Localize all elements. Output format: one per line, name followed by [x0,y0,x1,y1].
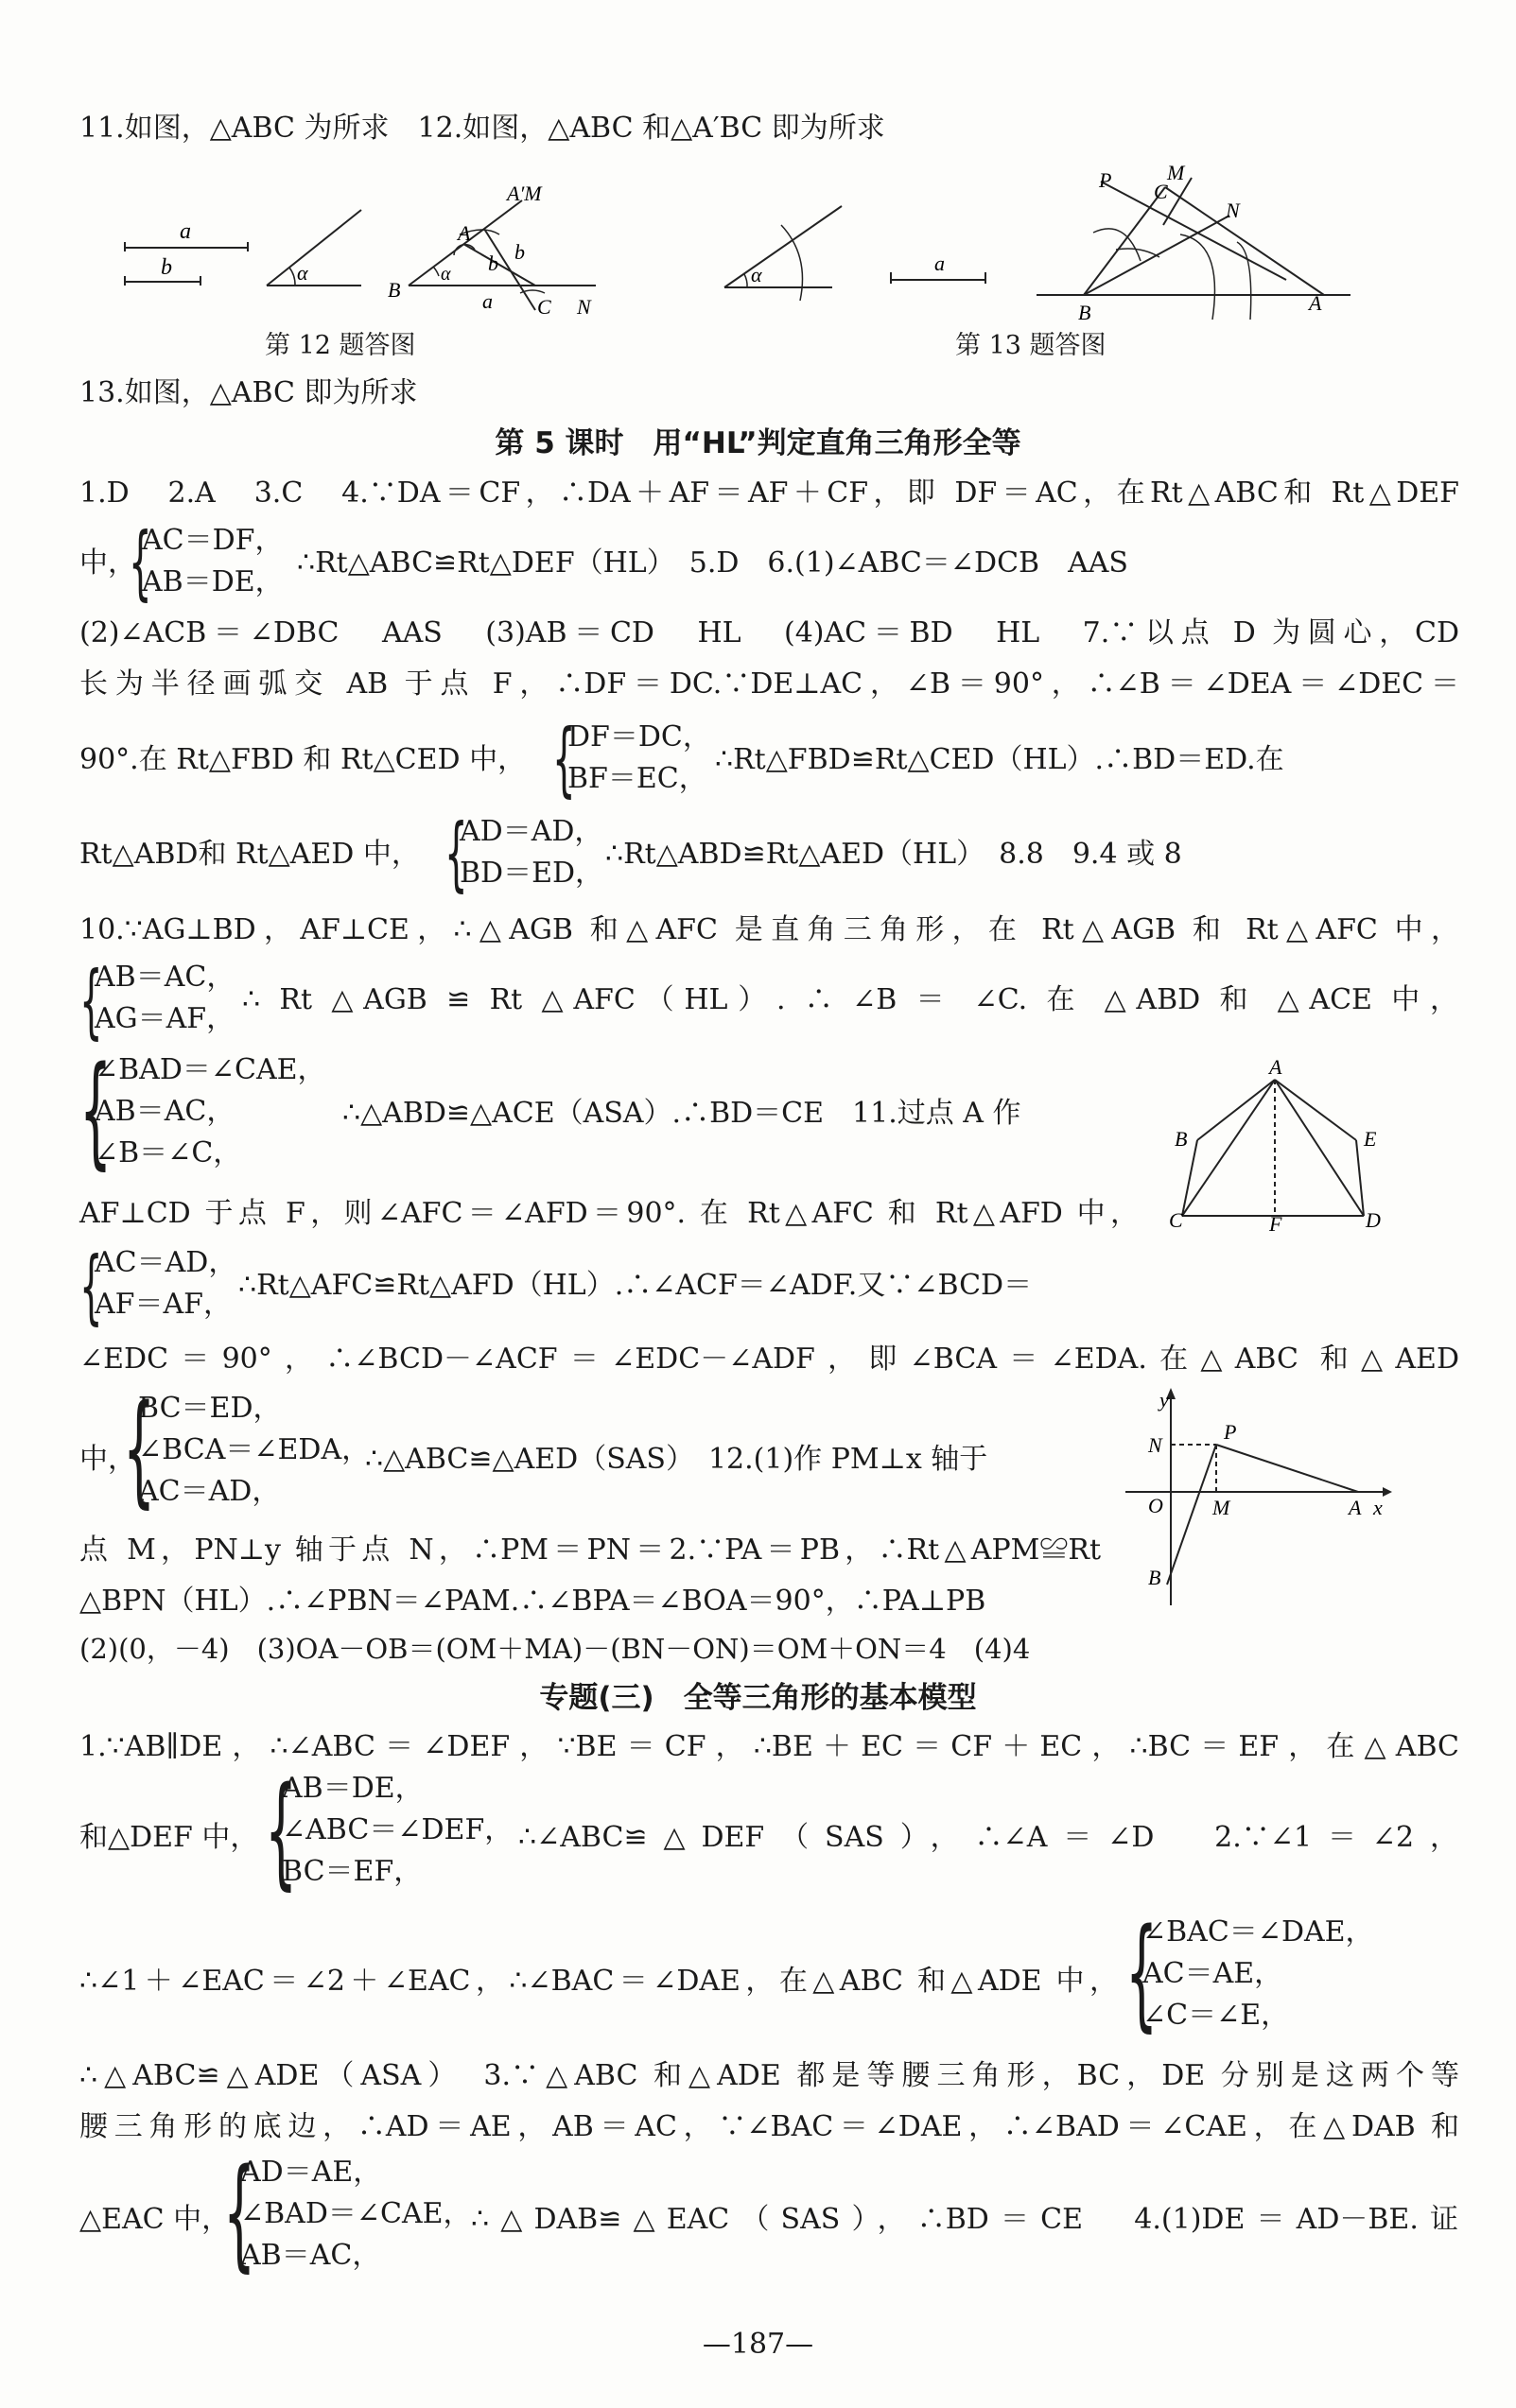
brace: { [79,954,103,1048]
system [138,1388,370,1513]
label-C: C [537,295,551,319]
label-M2: M [1212,1496,1230,1519]
eq: ∠BAD＝∠CAE， [240,2197,472,2230]
eq: BC＝EF， [282,1855,423,1888]
label-y: y [1159,1388,1169,1412]
eq: ∠BCA＝∠EDA， [138,1433,371,1466]
eq: ∠ABC＝∠DEF， [282,1813,514,1846]
eq: ∠B＝∠C， [95,1136,242,1169]
eq: AD＝AD， [460,815,603,848]
brace: { [223,2143,256,2284]
s5-line-5-pre: 90°.在 Rt△FBD 和 Rt△CED 中， [79,743,527,776]
label-a2: a [482,289,493,313]
z-line-6-post: ∴△DAB≌△EAC（SAS），∴BD＝CE 4.(1)DE＝AD－BE.证 [471,2203,1458,2236]
label-b2: b [514,240,525,264]
s5-line-12: ∠EDC＝90°，∴∠BCD－∠ACF＝∠EDC－∠ADF，即∠BCA＝∠EDA.在△ABC 和△AED [79,1343,1459,1376]
eq: AB＝AC， [95,961,235,994]
eq: ∠C＝∠E， [1142,1999,1290,2032]
brace: { [129,515,152,610]
eq: AC＝AD， [138,1475,281,1508]
system [1142,1912,1374,2036]
system [95,1049,326,1174]
system [240,2152,472,2277]
eq: AB＝AC， [95,1095,235,1128]
eq: ∠BAC＝∠DAE， [1142,1915,1374,1949]
eq: AF＝AF， [95,1288,232,1321]
eq: AB＝AC， [240,2239,381,2272]
eq: BD＝ED， [460,857,604,890]
eq: BC＝ED， [138,1392,282,1425]
label-B4: B [1148,1566,1161,1589]
label-alpha: α [297,261,308,285]
system [460,811,603,894]
figure-13 [719,159,1362,329]
figure-q11 [1169,1057,1392,1231]
label-P2: P [1224,1420,1237,1444]
brace: { [552,712,576,806]
label-alpha2: α [441,264,451,285]
figure-12-caption: 第 12 题答图 [265,331,416,360]
eq: AG＝AF， [95,1002,235,1035]
section-title-topic3: 专题(三) 全等三角形的基本模型 [539,1681,977,1715]
z-line-4: ∴△ABC≌△ADE（ASA） 3.∵△ABC 和△ADE 都是等腰三角形，BC，DE 分别是这两个等 [79,2059,1459,2092]
system [95,957,235,1040]
s5-line-15: △BPN（HL）.∴∠PBN＝∠PAM.∴∠BPA＝∠BOA＝90°，∴PA⊥PB [79,1585,986,1618]
brace: { [79,1041,113,1182]
s5-line-6-pre: Rt△ABD和 Rt△AED 中， [79,838,420,871]
label-A4: A [1349,1496,1362,1519]
z-line-6-pre: △EAC 中， [79,2203,231,2236]
s5-line-10: AF⊥CD 于点 F，则∠AFC＝∠AFD＝90°. 在 Rt△AFC 和 Rt△AFD 中， [79,1197,1139,1230]
figure-12 [113,180,605,331]
label-alpha3: α [751,263,762,286]
s5-line-8-post: ∴ Rt △AGB ≌ Rt △AFC（HL）. ∴ ∠B ＝ ∠C. 在 △ABD 和 △ACE 中， [242,983,1458,1016]
eq: ∠BAD＝∠CAE， [95,1053,326,1086]
label-A: A [458,221,471,245]
label-C3: C [1169,1208,1183,1231]
label-D: D [1366,1208,1381,1231]
eq: AB＝DE， [142,565,284,598]
s5-line-13-pre: 中， [79,1443,136,1476]
eq: AB＝DE， [282,1772,424,1805]
s5-line-7: 10.∵AG⊥BD，AF⊥CE，∴△AGB 和△AFC 是直角三角形，在 Rt△AGB 和 Rt△AFC 中， [79,913,1459,946]
label-A2: A [1309,291,1322,315]
label-B2: B [1078,301,1091,324]
system [567,717,711,800]
s5-line-13-post: ∴△ABC≌△AED（SAS） 12.(1)作 PM⊥x 轴于 [365,1443,988,1476]
figure-q12 [1125,1386,1392,1605]
brace: { [444,806,468,901]
label-E: E [1364,1127,1377,1151]
eq: AD＝AE， [240,2156,382,2189]
s5-line-1: 1.D 2.A 3.C 4.∵DA＝CF，∴DA＋AF＝AF＋CF，即 DF＝AC，在Rt△ABC和 Rt△DEF [79,476,1459,510]
s5-line-11-post: ∴Rt△AFC≌Rt△AFD（HL）.∴∠ACF＝∠ADF.又∵∠BCD＝ [238,1269,1033,1302]
system [142,520,284,603]
answer-line-11-12: 11.如图，△ABC 为所求 12.如图，△ABC 和△A′BC 即为所求 [79,112,885,145]
label-C2: C [1154,180,1168,203]
brace: { [79,1239,103,1334]
label-B: B [388,278,401,302]
label-O: O [1148,1494,1163,1517]
figure-13-caption: 第 13 题答图 [955,331,1107,360]
label-A3: A [1269,1057,1282,1079]
label-P: P [1099,168,1112,192]
brace: { [123,1379,156,1520]
s5-line-14: 点 M，PN⊥y 轴于点 N，∴PM＝PN＝2.∵PA＝PB，∴Rt△APM≌Rt [79,1533,1101,1567]
label-a: a [180,219,191,244]
s5-line-9-post: ∴△ABD≌△ACE（ASA）.∴BD＝CE 11.过点 A 作 [342,1097,1021,1130]
brace: { [1125,1903,1159,2044]
system [282,1768,513,1893]
z-line-5: 腰三角形的底边，∴AD＝AE，AB＝AC，∵∠BAC＝∠DAE，∴∠BAD＝∠CAE，在△DAB 和 [79,2110,1459,2143]
z-line-2-post: ∴∠ABC≌△DEF（SAS），∴∠A＝∠D 2.∵∠1＝∠2， [518,1821,1458,1854]
s5-line-4: 长为半径画弧交 AB 于点 F，∴DF＝DC.∵DE⊥AC，∠B＝90°，∴∠B＝∠DEA＝∠DEC＝ [79,667,1459,701]
eq: AC＝AE， [1142,1957,1283,1990]
label-M: M [1167,161,1185,184]
label-A-prime-M: A′M [507,182,542,205]
section-title-lesson5: 第 5 课时 用“HL”判定直角三角形全等 [495,426,1021,460]
system [95,1242,236,1325]
label-x: x [1373,1496,1383,1519]
s5-line-2-post: ∴Rt△ABC≌Rt△DEF（HL） 5.D 6.(1)∠ABC＝∠DCB AAS [297,546,1128,580]
s5-line-5-post: ∴Rt△FBD≌Rt△CED（HL）.∴BD＝ED.在 [715,743,1284,776]
s5-line-16: (2)(0，－4) (3)OA－OB＝(OM＋MA)－(BN－ON)＝OM＋ON＝4 (4)4 [79,1633,1031,1665]
label-B3: B [1175,1127,1188,1151]
label-a3: a [934,251,945,275]
label-b3: b [488,251,498,275]
label-F: F [1269,1212,1282,1231]
label-N: N [577,295,591,319]
eq: AC＝DF， [142,524,284,557]
z-line-1: 1.∵AB∥DE，∴∠ABC＝∠DEF，∵BE＝CF，∴BE＋EC＝CF＋EC，∴BC＝EF，在△ABC [79,1730,1459,1763]
label-N3: N [1148,1433,1162,1457]
eq: DF＝DC， [567,720,711,754]
brace: { [265,1761,298,1902]
s5-line-2-pre: 中， [79,546,136,580]
label-N2: N [1226,199,1240,222]
answer-line-13: 13.如图，△ABC 即为所求 [79,376,418,409]
eq: BF＝EC， [567,762,707,795]
label-b: b [161,255,172,280]
z-line-2-pre: 和△DEF 中， [79,1821,259,1854]
s5-line-3: (2)∠ACB＝∠DBC AAS (3)AB＝CD HL (4)AC＝BD HL 7.∵以点 D 为圆心，CD [79,616,1459,650]
s5-line-6-post: ∴Rt△ABD≌Rt△AED（HL） 8.8 9.4 或 8 [605,838,1182,871]
page-number: —187— [702,2328,814,2361]
eq: AC＝AD， [95,1246,237,1279]
z-line-3-pre: ∴∠1＋∠EAC＝∠2＋∠EAC，∴∠BAC＝∠DAE，在△ABC 和△ADE 中， [79,1965,1118,1998]
